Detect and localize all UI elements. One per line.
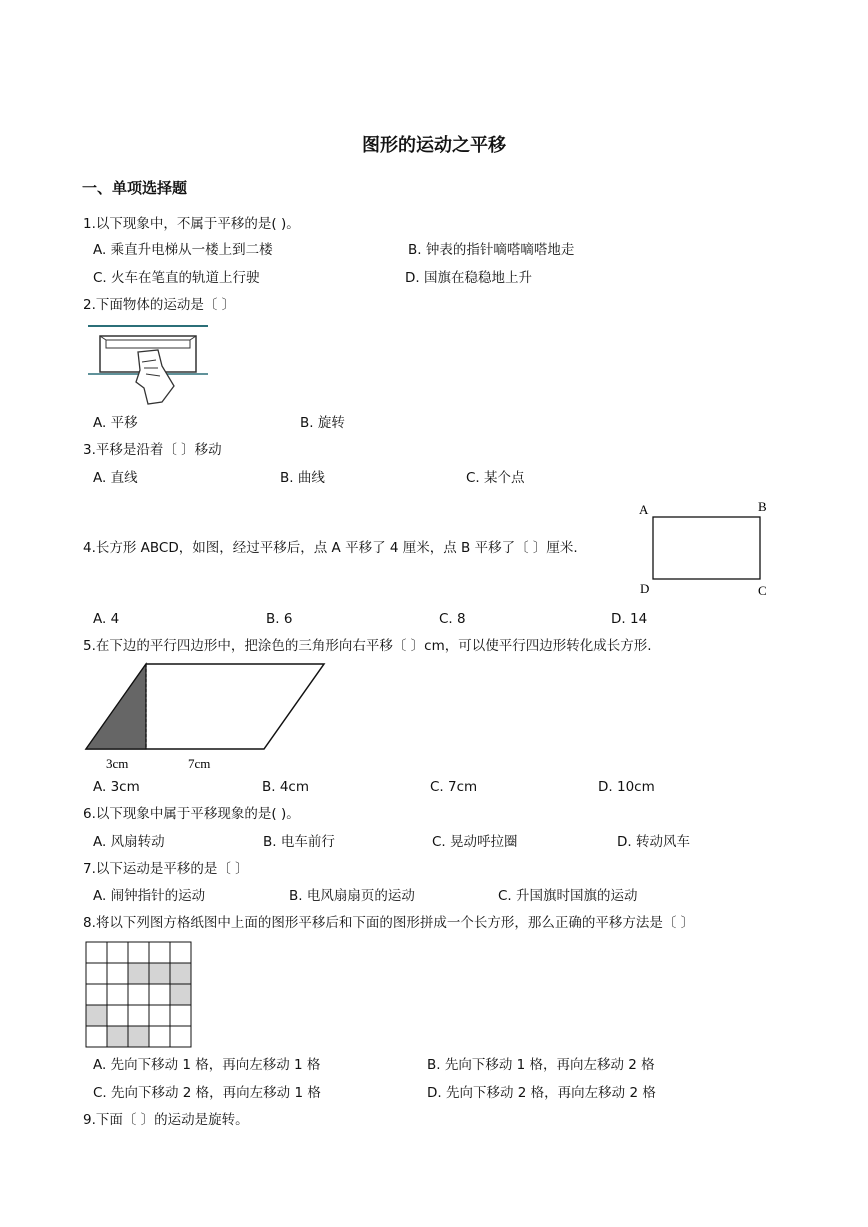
q1-option-b[interactable]: B. 钟表的指针嘀嗒嘀嗒地走	[408, 242, 575, 258]
q4-option-b[interactable]: B. 6	[266, 611, 293, 627]
q4-option-c[interactable]: C. 8	[439, 611, 466, 627]
label-c: C	[758, 583, 767, 598]
grid-cell	[170, 942, 191, 963]
q8-option-c[interactable]: C. 先向下移动 2 格，再向左移动 1 格	[93, 1085, 321, 1101]
grid-cell-shaded	[170, 984, 191, 1005]
q5-option-d[interactable]: D. 10cm	[598, 779, 655, 795]
grid-cell	[128, 942, 149, 963]
q4-option-a[interactable]: A. 4	[93, 611, 120, 627]
q3-option-b[interactable]: B. 曲线	[280, 470, 325, 486]
grid-cell	[149, 1005, 170, 1026]
label-7cm: 7cm	[188, 756, 211, 771]
grid-cell	[128, 984, 149, 1005]
page-title: 图形的运动之平移	[362, 135, 506, 156]
q7-option-b[interactable]: B. 电风扇扇页的运动	[289, 888, 415, 904]
grid-cell	[149, 1026, 170, 1047]
q5-option-a[interactable]: A. 3cm	[93, 779, 140, 795]
q3-option-a[interactable]: A. 直线	[93, 470, 138, 486]
grid-cell-shaded	[86, 1005, 107, 1026]
question-1-stem: 1.以下现象中，不属于平移的是( )。	[83, 216, 300, 232]
grid-cell	[86, 963, 107, 984]
q1-option-d[interactable]: D. 国旗在稳稳地上升	[405, 270, 532, 286]
grid-cell-shaded	[149, 963, 170, 984]
q1-option-c[interactable]: C. 火车在笔直的轨道上行驶	[93, 270, 260, 286]
question-9-stem: 9.下面〔 〕的运动是旋转。	[83, 1112, 249, 1128]
q2-option-b[interactable]: B. 旋转	[300, 415, 345, 431]
grid-cell	[149, 942, 170, 963]
q5-option-c[interactable]: C. 7cm	[430, 779, 478, 795]
drawer-illustration	[86, 322, 210, 407]
question-5-stem: 5.在下边的平行四边形中，把涂色的三角形向右平移〔 〕cm，可以使平行四边形转化成长方形.	[83, 638, 652, 654]
q8-option-b[interactable]: B. 先向下移动 1 格，再向左移动 2 格	[427, 1057, 655, 1073]
q7-option-c[interactable]: C. 升国旗时国旗的运动	[498, 888, 638, 904]
section-heading: 一、单项选择题	[82, 179, 188, 197]
grid-cell	[170, 1005, 191, 1026]
label-a: A	[639, 502, 649, 517]
grid-cell	[107, 984, 128, 1005]
q7-option-a[interactable]: A. 闹钟指针的运动	[93, 888, 206, 904]
q6-option-a[interactable]: A. 风扇转动	[93, 834, 165, 850]
question-3-stem: 3.平移是沿着〔 〕移动	[83, 442, 222, 458]
q1-option-a[interactable]: A. 乘直升电梯从一楼上到二楼	[93, 242, 273, 258]
rectangle-abcd-figure	[636, 497, 772, 601]
q3-option-c[interactable]: C. 某个点	[466, 470, 525, 486]
q2-option-a[interactable]: A. 平移	[93, 415, 138, 431]
grid-cell	[170, 1026, 191, 1047]
grid-cell-shaded	[107, 1026, 128, 1047]
grid-cell-shaded	[128, 963, 149, 984]
question-8-stem: 8.将以下列图方格纸图中上面的图形平移后和下面的图形拼成一个长方形，那么正确的平移方法是〔 〕	[83, 915, 695, 931]
q8-option-d[interactable]: D. 先向下移动 2 格，再向左移动 2 格	[427, 1085, 656, 1101]
grid-cell	[86, 942, 107, 963]
grid-cell	[86, 984, 107, 1005]
q6-option-b[interactable]: B. 电车前行	[263, 834, 335, 850]
grid-cell	[149, 984, 170, 1005]
grid-cell-shaded	[128, 1026, 149, 1047]
square-grid-figure	[85, 941, 192, 1048]
label-b: B	[758, 499, 767, 514]
question-6-stem: 6.以下现象中属于平移现象的是( )。	[83, 806, 300, 822]
question-2-stem: 2.下面物体的运动是〔 〕	[83, 297, 236, 313]
q6-option-d[interactable]: D. 转动风车	[617, 834, 690, 850]
grid-cell-shaded	[170, 963, 191, 984]
q5-option-b[interactable]: B. 4cm	[262, 779, 310, 795]
label-3cm: 3cm	[106, 756, 129, 771]
question-4-stem: 4.长方形 ABCD，如图，经过平移后，点 A 平移了 4 厘米，点 B 平移了〔 〕厘米.	[83, 540, 578, 556]
question-7-stem: 7.以下运动是平移的是〔 〕	[83, 861, 249, 877]
label-d: D	[640, 581, 650, 596]
grid-cell	[86, 1026, 107, 1047]
q8-option-a[interactable]: A. 先向下移动 1 格，再向左移动 1 格	[93, 1057, 321, 1073]
grid-cell	[107, 1005, 128, 1026]
grid-cell	[107, 942, 128, 963]
q6-option-c[interactable]: C. 晃动呼拉圈	[432, 834, 518, 850]
parallelogram-figure	[84, 662, 328, 774]
grid-cell	[107, 963, 128, 984]
grid-cell	[128, 1005, 149, 1026]
q4-option-d[interactable]: D. 14	[611, 611, 648, 627]
